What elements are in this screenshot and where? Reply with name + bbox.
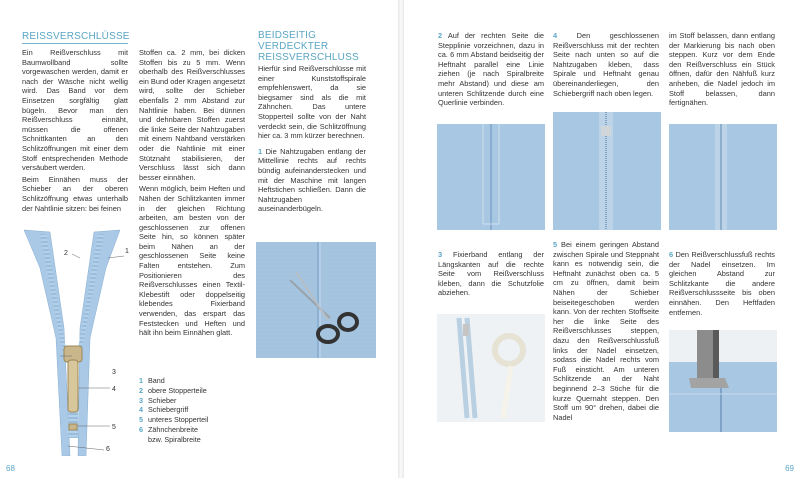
step-6-text: Den Reißverschlussfuß rechts der Nadel einsetzen. Im gleichen Abstand zur Schlitzkante die andere Reißverschlussseite bis oben einnähen. Den Heftfaden entfernen. [669,250,776,317]
step-1-text: Die Nahtzugaben entlang der Mittellinie rechts auf rechts bündig aufeinanderstecken und mit der Maschine mit langen Heftstichen schließen. Dann die Nahtzugaben auseinanderbügeln. [258,146,366,214]
photo-step-5 [669,124,777,230]
photo-step-6 [669,330,777,432]
step-3 [438,250,544,298]
step-5 [553,240,659,422]
intro-paragraph-4: Wenn möglich, beim Heften und Nähen der Schlitzkanten immer in der gleichen Richtung arbeiten, am besten von der geschlossenen zur offenen Seite hin, so können später beim Nähen an der geschlossenen Seite keine Falten entstehen. Zum Positionieren des Reißverschlusses einen Textil-Klebestift oder doppelseitig klebendes Fixierband verwenden, das erspart das Feststecken und Heften und hält ihn beim Einnähen glatt. [139,184,245,338]
legend-item: bzw. Spiralbreite [148,434,201,444]
step-5-column [553,240,659,424]
step-2 [438,31,544,108]
step-5-continued-column [669,31,775,110]
section-heading: REISSVERSCHLÜSSE [22,31,130,42]
legend-item: 2 obere Stopperteile [139,385,207,395]
legend-item: 6 Zähnchenbreite [139,424,198,434]
photo-step-1 [256,242,376,358]
photo-step-4 [553,112,661,230]
zipper-tape-right [78,230,120,456]
step-1-number: 1 [258,146,263,156]
zipper-intro-text: Hierfür sind Reißverschlüsse mit einer Kunststoffspirale empfehlenswert, da sie biegsamer sind als die mit Zähnchen. Das untere Stopperteil sollte von der Naht verdeckt sein, die Schlitzöffnung hier ca. 3 mm kürzer berechnen. [258,64,366,141]
intro-column-1 [22,48,128,215]
callout-6: 6 [106,446,110,453]
step-6-number: 6 [669,250,674,259]
step-2-number: 2 [438,31,443,40]
zipper-intro-column [258,64,366,216]
callout-3: 3 [112,369,116,376]
intro-column-2 [139,48,245,340]
step-6 [669,250,775,317]
legend-item: 1 Band [139,376,165,385]
step-3-text: Fixierband entlang der Längskanten auf die rechte Seite vom Reißverschluss kleben, dann die Schutzfolie abziehen. [438,250,544,298]
step-5-number: 5 [553,240,558,249]
step-3-number: 3 [438,250,443,259]
step-1 [258,147,366,214]
callout-1: 1 [125,248,129,255]
legend-item: 5 unteres Stopperteil [139,415,209,425]
step-3-column [438,250,544,300]
callout-5: 5 [112,424,116,431]
step-5-text: Bei einem geringen Abstand zwischen Spirale und Steppnaht kann es notwendig sein, die Heftnaht zunächst oben ca. 5 cm zu öffnen, damit beim Nähen der Schieber beiseitegeschoben werden kann. Von der rechten Stoffseite her die linke Seite des Reißverschlusses steppen, dazu den Reißverschlussfuß links der Nadel einsetzen, sodass die Nadel rechts vom Fuß einsticht. Am unteren Schlitzende an der Naht beginnend 2–3 Stiche für die kurze Quernaht steppen. Den Stoff um 90° drehen, dabei die Nadel [553,240,659,422]
step-4-column [553,31,659,100]
page-number-left: 68 [6,464,15,473]
zipper-bottom-stop [69,424,77,430]
step-5-continued-text: im Stoff belassen, dann entlang der Markierung bis nach oben steppen. Kurz vor dem Ende den Reißverschluss ein Stück öffnen, dafür den Nähfuß kurz anheben, die Nadel jedoch im Stoff belassen, dann fertignähen. [669,31,775,108]
step-4-text: Den geschlossenen Reißverschluss mit der rechten Seite nach unten so auf die Nahtzugaben kleben, dass Spirale und Heftnaht genau übereinanderliegen, den Schiebergriff nach oben legen. [553,31,659,98]
callout-4: 4 [112,386,116,393]
intro-paragraph: Ein Reißverschluss mit Baumwollband sollte vorgewaschen werden, damit er nach der Wäsche nicht wellig wird. Das Band vor dem Einsetzen sorgfältig glatt bügeln. Bevor man den Reißverschluss einnäht, müssen die offenen Schnittkanten an den Schlitzöffnungen mit einer dem Stoff entsprechenden Methode versäubert werden. [22,48,128,173]
intro-paragraph-3: Stoffen ca. 2 mm, bei dicken Stoffen bis zu 5 mm. Wenn oberhalb des Reißverschlusses ein Bund oder Kragen angesetzt wird, sollte der Schieber ebenfalls 2 mm Abstand zur Nahtlinie haben. Bei dünnen und dehnbaren Stoffen zuerst die linke Seite der Nahtzugaben mit einem Nahtband verstärken oder die Nahtlinie mit einer Stütznaht stabilisieren, der Verschluss lässt sich dann besser einnähen. [139,48,246,182]
step-2-text: Auf der rechten Seite die Stepplinie vorzeichnen, dazu in ca. 6 mm Abstand beidseitig der Heftnaht parallel eine Linie ziehen (je nach Spiralbreite mehr Abstand) und diese am unteren Schlitzende durch eine Querlinie verbinden. [438,31,544,108]
step-2-column [438,31,544,110]
parts-legend [139,376,245,445]
legend-item: 4 Schiebergriff [139,405,189,415]
intro-paragraph-2: Beim Einnähen muss der Schieber an der oberen Schlitzöffnung etwas unterhalb der Nahtlinie sitzen: bei feinen [22,174,128,213]
photo-step-2 [437,124,545,230]
zipper-pull-tab [68,360,78,412]
callout-2: 2 [64,250,68,257]
step-6-column [669,250,775,319]
step-4 [553,31,659,98]
photo-step-3 [437,314,545,422]
book-gutter [398,0,404,478]
page-number-right: 69 [785,464,794,473]
subsection-heading: BEIDSEITIG VERDECKTER REISSVERSCHLUSS [258,30,359,63]
legend-item: 3 Schieber [139,395,177,405]
step-4-number: 4 [553,31,558,40]
zipper-diagram [20,228,140,456]
heading-rule [22,43,128,44]
